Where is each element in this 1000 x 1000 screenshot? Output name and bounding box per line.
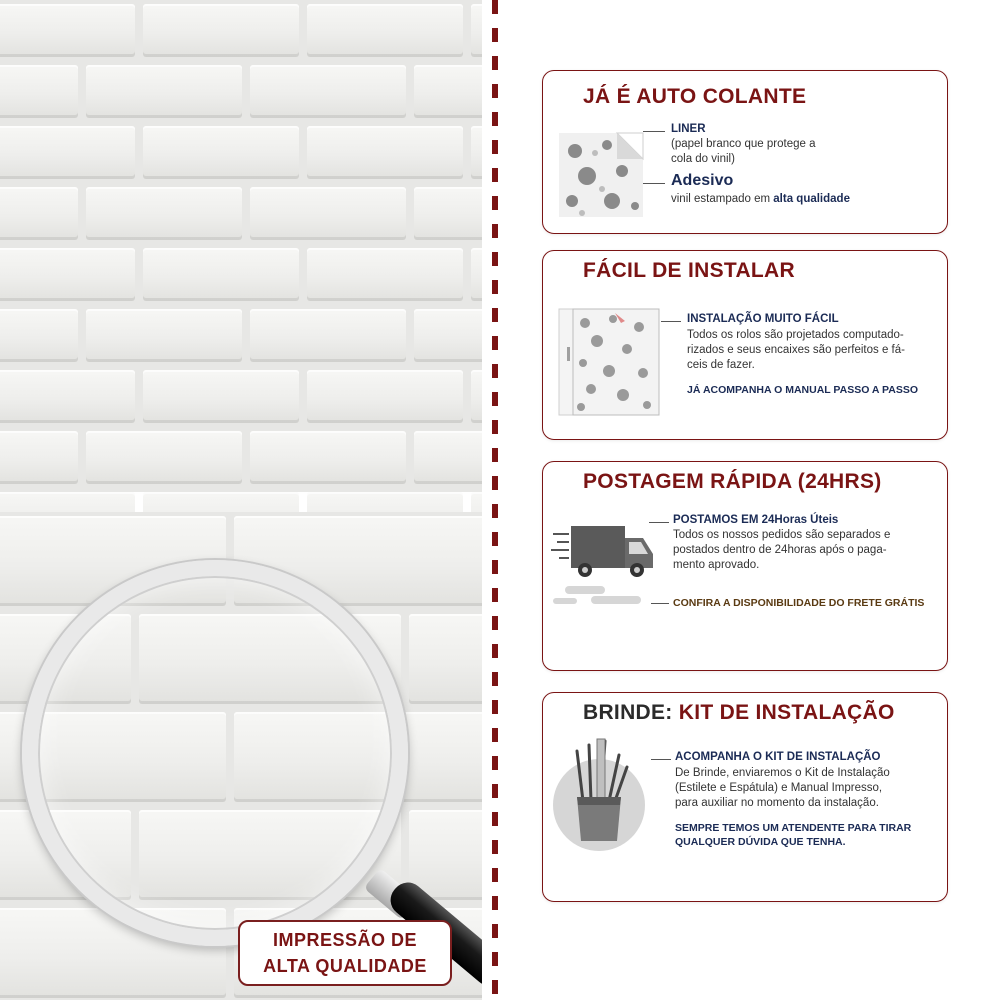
brick [307,126,463,179]
brick [143,126,299,179]
kit-heading: ACOMPANHA O KIT DE INSTALAÇÃO [675,751,881,763]
brick [414,309,482,362]
brick [0,4,135,57]
brick [250,65,406,118]
frete-note: CONFIRA A DISPONIBILIDADE DO FRETE GRÁTIS [673,597,925,609]
brick [307,370,463,423]
brick [414,65,482,118]
quality-badge-line1: IMPRESSÃO DE [272,930,418,950]
brick [86,65,242,118]
kit-line-2: (Estilete e Espátula) e Manual Impresso, [675,782,883,794]
post-line-3: mento aprovado. [673,559,760,571]
brick [414,431,482,484]
vinyl-sticker-icon [557,131,647,219]
liner-desc-1: (papel branco que protege a [671,138,816,150]
card-title-brinde: BRINDE: [583,701,673,724]
manual-note: JÁ ACOMPANHA O MANUAL PASSO A PASSO [687,384,919,396]
brick [471,4,482,57]
card-facil-instalar [542,250,948,440]
post-line-1: Todos os nossos pedidos são separados e [673,529,891,541]
frete-pointer [651,603,669,604]
brick [143,248,299,301]
card-title: POSTAGEM RÁPIDA (24HRS) [583,470,882,493]
quality-badge-line2: ALTA QUALIDADE [263,956,427,976]
kit-line-3: para auxiliar no momento da instalação. [675,797,879,809]
adesivo-title: Adesivo [671,172,734,189]
card-postagem-rapida [542,461,948,671]
kit-pointer [651,759,671,760]
card-title: JÁ É AUTO COLANTE [583,85,807,108]
post-line-2: postados dentro de 24horas após o paga- [673,544,887,556]
support-line-1: SEMPRE TEMOS UM ATENDENTE PARA TIRAR [675,822,912,834]
liner-pointer [643,131,665,132]
post-heading: POSTAMOS EM 24Horas Úteis [673,514,839,526]
install-line-3: ceis de fazer. [687,359,755,371]
brick [409,614,482,704]
brick [250,431,406,484]
quality-badge [238,920,452,986]
install-heading: INSTALAÇÃO MUITO FÁCIL [687,313,839,325]
liner-desc-2: cola do vinil) [671,153,735,165]
brick [143,370,299,423]
card-title: FÁCIL DE INSTALAR [583,259,795,282]
brick [86,187,242,240]
brick [0,370,135,423]
brick [307,4,463,57]
brick [0,248,135,301]
post-pointer [649,522,669,523]
brick [86,309,242,362]
kit-line-1: De Brinde, enviaremos o Kit de Instalação [675,767,890,779]
card-auto-colante [542,70,948,234]
brick [250,309,406,362]
brick [409,810,482,900]
install-line-1: Todos os rolos são projetados computado- [687,329,904,341]
support-line-2: QUALQUER DÚVIDA QUE TENHA. [675,836,846,848]
brick [414,187,482,240]
magnifying-glass-icon [22,560,408,946]
brick [0,431,78,484]
brick [471,126,482,179]
wardrobe-icon [557,307,661,419]
adesivo-desc [671,192,850,207]
install-pointer [661,321,681,322]
brick [471,248,482,301]
brick [471,370,482,423]
brick-wall-photo [0,0,482,492]
brick [0,187,78,240]
brick [86,431,242,484]
card-kit-instalacao [542,692,948,902]
tool-cup-icon [547,731,653,853]
brick [250,187,406,240]
product-photo-panel [0,0,482,1000]
adesivo-desc-bold: alta qualidade [773,193,850,205]
brick [307,248,463,301]
adesivo-pointer [643,183,665,184]
brick [0,309,78,362]
brick [143,4,299,57]
dashed-divider [492,0,498,1000]
install-line-2: rizados e seus encaixes são perfeitos e fá- [687,344,905,356]
delivery-truck-icon [551,520,661,608]
brick [0,126,135,179]
adesivo-desc-text: vinil estampado em [671,193,771,205]
liner-title: LINER [671,123,706,135]
card-title-kit: KIT DE INSTALAÇÃO [678,701,895,724]
brick [0,65,78,118]
card-title [583,701,895,725]
